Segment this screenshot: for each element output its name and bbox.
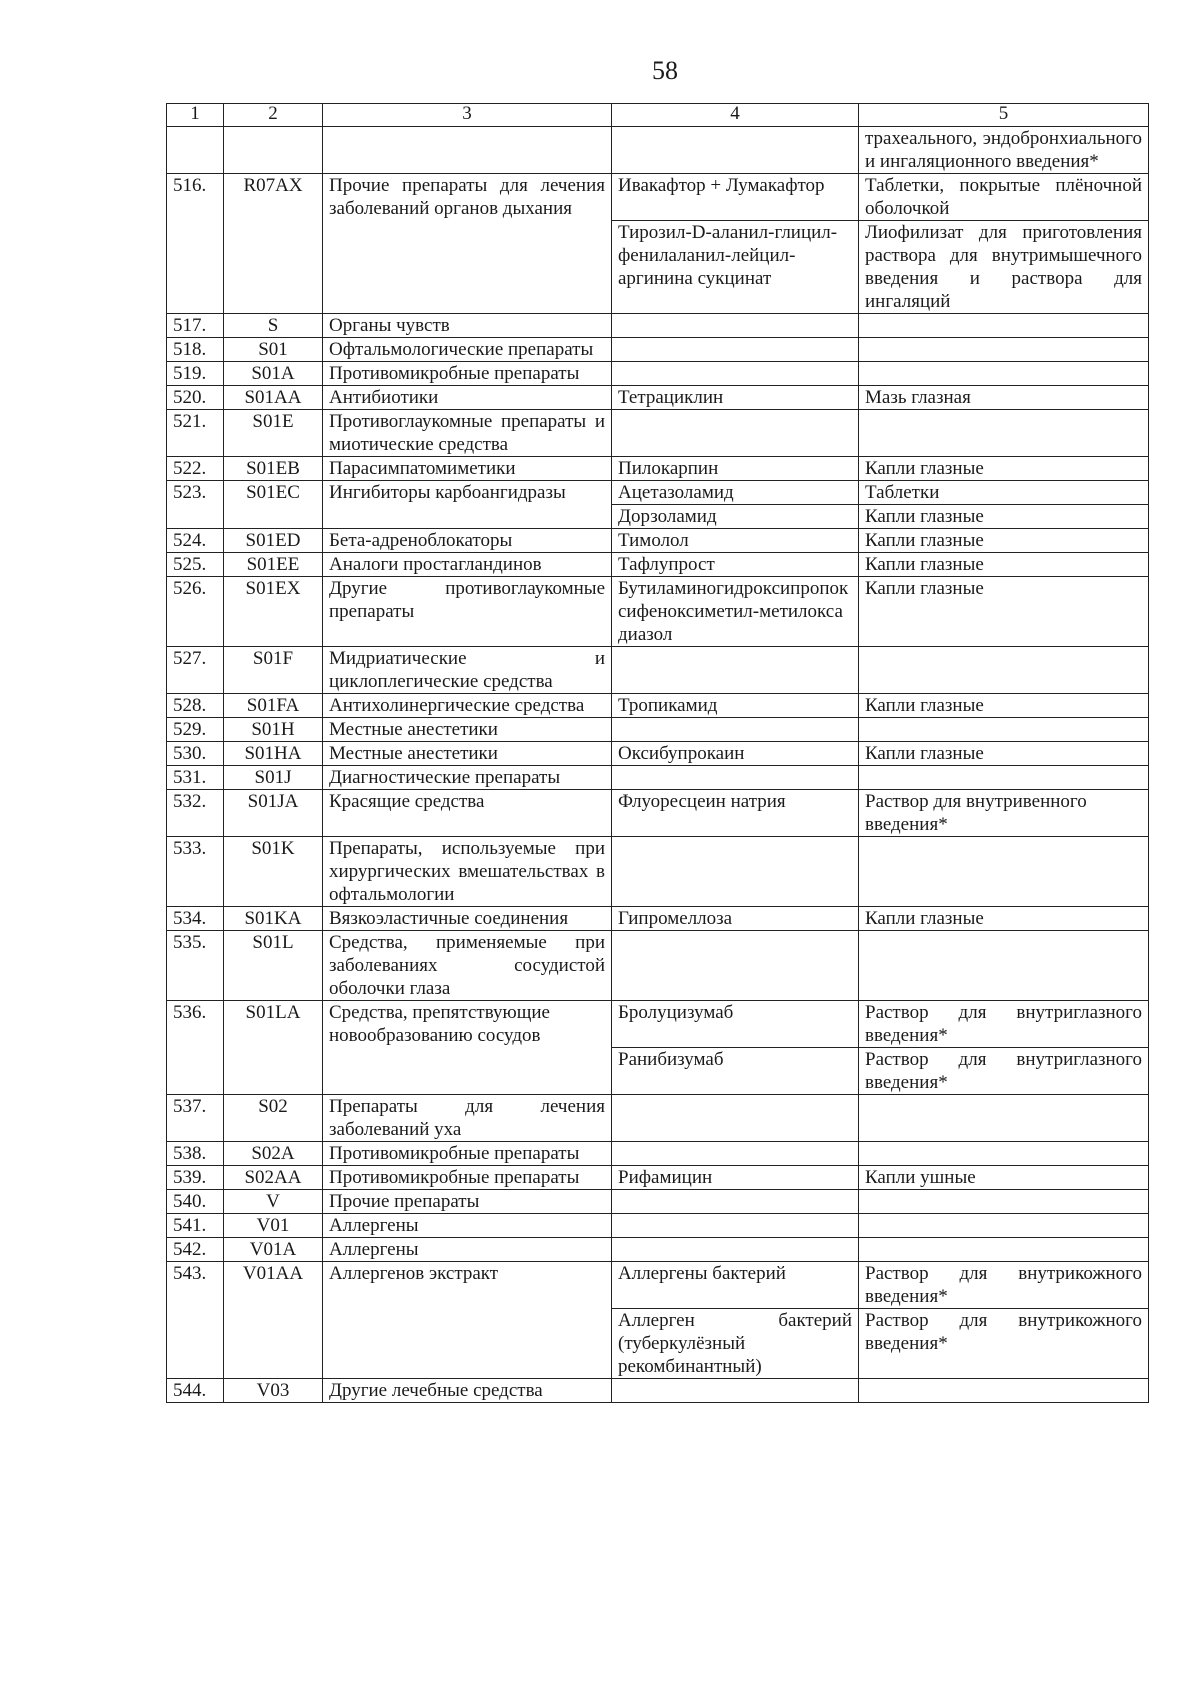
group-name: Диагностические препараты — [323, 766, 612, 790]
drug-name — [612, 362, 859, 386]
atc-code: S01FA — [224, 694, 323, 718]
drug-name: Ацетазоламид — [612, 481, 859, 505]
dosage-form — [859, 647, 1149, 694]
atc-code: V01A — [224, 1238, 323, 1262]
drug-name: Тирозил-D-аланил-глицил-фенилаланил-лейцил-аргинина сукцинат — [612, 221, 859, 314]
drug-name: Тетрациклин — [612, 386, 859, 410]
table-row — [167, 338, 1149, 362]
dosage-form: Раствор для внутривенного введения* — [859, 790, 1149, 837]
row-number: 537. — [167, 1095, 224, 1142]
dosage-form — [859, 837, 1149, 907]
atc-code: V01 — [224, 1214, 323, 1238]
dosage-form: Раствор для внутриглазного введения* — [859, 1001, 1149, 1048]
atc-code: S01 — [224, 338, 323, 362]
table-row — [167, 1238, 1149, 1262]
dosage-form — [859, 410, 1149, 457]
atc-code: S01LA — [224, 1001, 323, 1095]
table-row — [167, 529, 1149, 553]
drug-name — [612, 1214, 859, 1238]
table-row — [167, 127, 1149, 174]
row-number: 541. — [167, 1214, 224, 1238]
drug-name: Тафлупрост — [612, 553, 859, 577]
dosage-form: Капли глазные — [859, 907, 1149, 931]
dosage-form: Раствор для внутрикожного введения* — [859, 1262, 1149, 1309]
dosage-form — [859, 718, 1149, 742]
atc-code: S02A — [224, 1142, 323, 1166]
dosage-form: Капли глазные — [859, 694, 1149, 718]
group-name: Прочие препараты — [323, 1190, 612, 1214]
table-row — [167, 1379, 1149, 1403]
row-number: 523. — [167, 481, 224, 529]
atc-code: S01A — [224, 362, 323, 386]
drug-name — [612, 314, 859, 338]
table-row — [167, 1142, 1149, 1166]
header-col-4: 4 — [612, 104, 859, 127]
table-row — [167, 174, 1149, 221]
dosage-form: Капли глазные — [859, 577, 1149, 647]
atc-code: S01H — [224, 718, 323, 742]
table-row — [167, 694, 1149, 718]
group-name: Средства, применяемые при заболеваниях сосудистой оболочки глаза — [323, 931, 612, 1001]
dosage-form: Раствор для внутрикожного введения* — [859, 1309, 1149, 1379]
table-header-row — [167, 104, 1149, 127]
row-number: 518. — [167, 338, 224, 362]
dosage-form — [859, 314, 1149, 338]
group-name: Вязкоэластичные соединения — [323, 907, 612, 931]
drug-name: Ивакафтор + Лумакафтор — [612, 174, 859, 221]
row-number: 540. — [167, 1190, 224, 1214]
drug-name — [612, 410, 859, 457]
atc-code: S01HA — [224, 742, 323, 766]
drug-name: Дорзоламид — [612, 505, 859, 529]
dosage-form — [859, 362, 1149, 386]
dosage-form: Раствор для внутриглазного введения* — [859, 1048, 1149, 1095]
dosage-form: Мазь глазная — [859, 386, 1149, 410]
dosage-form — [859, 766, 1149, 790]
drug-name: Тропикамид — [612, 694, 859, 718]
table-row — [167, 577, 1149, 647]
table-row — [167, 457, 1149, 481]
group-name: Мидриатические и циклоплегические средства — [323, 647, 612, 694]
group-name: Препараты для лечения заболеваний уха — [323, 1095, 612, 1142]
row-number: 525. — [167, 553, 224, 577]
header-col-5: 5 — [859, 104, 1149, 127]
group-name: Прочие препараты для лечения заболеваний органов дыхания — [323, 174, 612, 314]
group-name: Противоглаукомные препараты и миотические средства — [323, 410, 612, 457]
row-number: 519. — [167, 362, 224, 386]
atc-code: R07AX — [224, 174, 323, 314]
drug-name: Тимолол — [612, 529, 859, 553]
header-col-2: 2 — [224, 104, 323, 127]
table-row — [167, 907, 1149, 931]
drug-name: Гипромеллоза — [612, 907, 859, 931]
row-number: 543. — [167, 1262, 224, 1379]
group-name: Аллергены — [323, 1238, 612, 1262]
atc-code: S01E — [224, 410, 323, 457]
drug-name — [612, 766, 859, 790]
group-name: Местные анестетики — [323, 718, 612, 742]
group-name: Аллергены — [323, 1214, 612, 1238]
atc-code: V03 — [224, 1379, 323, 1403]
table-row — [167, 1190, 1149, 1214]
atc-code: S01ED — [224, 529, 323, 553]
dosage-form — [859, 1095, 1149, 1142]
group-name: Противомикробные препараты — [323, 1166, 612, 1190]
table-row — [167, 1166, 1149, 1190]
row-number: 539. — [167, 1166, 224, 1190]
drug-name — [612, 837, 859, 907]
drug-name — [612, 338, 859, 362]
atc-code: S01F — [224, 647, 323, 694]
group-name: Препараты, используемые при хирургических вмешательствах в офтальмологии — [323, 837, 612, 907]
dosage-form — [859, 338, 1149, 362]
atc-code: S01EC — [224, 481, 323, 529]
row-number: 517. — [167, 314, 224, 338]
group-name: Бета-адреноблокаторы — [323, 529, 612, 553]
dosage-form: Капли глазные — [859, 529, 1149, 553]
table-row — [167, 790, 1149, 837]
group-name: Антихолинергические средства — [323, 694, 612, 718]
row-number: 534. — [167, 907, 224, 931]
table-row — [167, 481, 1149, 505]
table-row — [167, 1262, 1149, 1309]
row-number — [167, 127, 224, 174]
row-number: 521. — [167, 410, 224, 457]
drug-name — [612, 931, 859, 1001]
group-name: Антибиотики — [323, 386, 612, 410]
drug-name: Аллергены бактерий — [612, 1262, 859, 1309]
group-name: Противомикробные препараты — [323, 1142, 612, 1166]
group-name: Средства, препятствующие новообразованию сосудов — [323, 1001, 612, 1095]
atc-code: S02 — [224, 1095, 323, 1142]
dosage-form — [859, 1214, 1149, 1238]
group-name: Другие противоглаукомные препараты — [323, 577, 612, 647]
atc-code: S01KA — [224, 907, 323, 931]
dosage-form: трахеального, эндобронхиального и ингаляционного введения* — [859, 127, 1149, 174]
group-name: Другие лечебные средства — [323, 1379, 612, 1403]
table-row — [167, 1214, 1149, 1238]
row-number: 526. — [167, 577, 224, 647]
table-row — [167, 314, 1149, 338]
atc-code: S01AA — [224, 386, 323, 410]
drug-name — [612, 647, 859, 694]
row-number: 530. — [167, 742, 224, 766]
drug-name: Флуоресцеин натрия — [612, 790, 859, 837]
dosage-form — [859, 1142, 1149, 1166]
drug-name — [612, 1379, 859, 1403]
row-number: 522. — [167, 457, 224, 481]
table-row — [167, 386, 1149, 410]
drug-table — [166, 103, 1149, 1403]
atc-code: S01L — [224, 931, 323, 1001]
row-number: 533. — [167, 837, 224, 907]
dosage-form — [859, 1238, 1149, 1262]
dosage-form: Таблетки, покрытые плёночной оболочкой — [859, 174, 1149, 221]
group-name: Аллергенов экстракт — [323, 1262, 612, 1379]
drug-name: Бролуцизумаб — [612, 1001, 859, 1048]
dosage-form — [859, 931, 1149, 1001]
header-col-3: 3 — [323, 104, 612, 127]
dosage-form — [859, 1379, 1149, 1403]
group-name: Противомикробные препараты — [323, 362, 612, 386]
drug-name — [612, 127, 859, 174]
header-col-1: 1 — [167, 104, 224, 127]
atc-code: S01J — [224, 766, 323, 790]
row-number: 535. — [167, 931, 224, 1001]
table-row — [167, 718, 1149, 742]
dosage-form: Капли глазные — [859, 457, 1149, 481]
drug-name — [612, 1142, 859, 1166]
group-name: Органы чувств — [323, 314, 612, 338]
row-number: 544. — [167, 1379, 224, 1403]
table-row — [167, 1001, 1149, 1048]
drug-name: Оксибупрокаин — [612, 742, 859, 766]
drug-name: Ранибизумаб — [612, 1048, 859, 1095]
atc-code: S01JA — [224, 790, 323, 837]
table-row — [167, 766, 1149, 790]
row-number: 538. — [167, 1142, 224, 1166]
drug-name — [612, 1095, 859, 1142]
drug-name — [612, 718, 859, 742]
atc-code: S01EE — [224, 553, 323, 577]
drug-name — [612, 1238, 859, 1262]
dosage-form: Капли глазные — [859, 742, 1149, 766]
group-name: Аналоги простагландинов — [323, 553, 612, 577]
dosage-form: Лиофилизат для приготовления раствора для внутримышечного введения и раствора для ингаляций — [859, 221, 1149, 314]
table-row — [167, 362, 1149, 386]
dosage-form: Таблетки — [859, 481, 1149, 505]
row-number: 527. — [167, 647, 224, 694]
group-name — [323, 127, 612, 174]
dosage-form: Капли глазные — [859, 505, 1149, 529]
page-number: 58 — [652, 56, 678, 85]
dosage-form: Капли ушные — [859, 1166, 1149, 1190]
table-row — [167, 742, 1149, 766]
atc-code: V01AA — [224, 1262, 323, 1379]
atc-code: S01EB — [224, 457, 323, 481]
drug-name: Рифамицин — [612, 1166, 859, 1190]
row-number: 529. — [167, 718, 224, 742]
row-number: 542. — [167, 1238, 224, 1262]
drug-name: Пилокарпин — [612, 457, 859, 481]
group-name: Ингибиторы карбоангидразы — [323, 481, 612, 529]
row-number: 524. — [167, 529, 224, 553]
table-row — [167, 837, 1149, 907]
row-number: 531. — [167, 766, 224, 790]
row-number: 536. — [167, 1001, 224, 1095]
dosage-form: Капли глазные — [859, 553, 1149, 577]
drug-name: Аллерген бактерий (туберкулёзный рекомбинантный) — [612, 1309, 859, 1379]
group-name: Местные анестетики — [323, 742, 612, 766]
row-number: 516. — [167, 174, 224, 314]
atc-code: S02AA — [224, 1166, 323, 1190]
row-number: 520. — [167, 386, 224, 410]
dosage-form — [859, 1190, 1149, 1214]
drug-name: Бутиламиногидроксипропоксифеноксиметил-метилоксадиазол — [612, 577, 859, 647]
atc-code: V — [224, 1190, 323, 1214]
row-number: 528. — [167, 694, 224, 718]
table-row — [167, 931, 1149, 1001]
atc-code: S01K — [224, 837, 323, 907]
group-name: Красящие средства — [323, 790, 612, 837]
atc-code — [224, 127, 323, 174]
drug-name — [612, 1190, 859, 1214]
row-number: 532. — [167, 790, 224, 837]
atc-code: S — [224, 314, 323, 338]
group-name: Офтальмологические препараты — [323, 338, 612, 362]
group-name: Парасимпатомиметики — [323, 457, 612, 481]
table-row — [167, 647, 1149, 694]
atc-code: S01EX — [224, 577, 323, 647]
table-row — [167, 553, 1149, 577]
table-row — [167, 1095, 1149, 1142]
table-row — [167, 410, 1149, 457]
